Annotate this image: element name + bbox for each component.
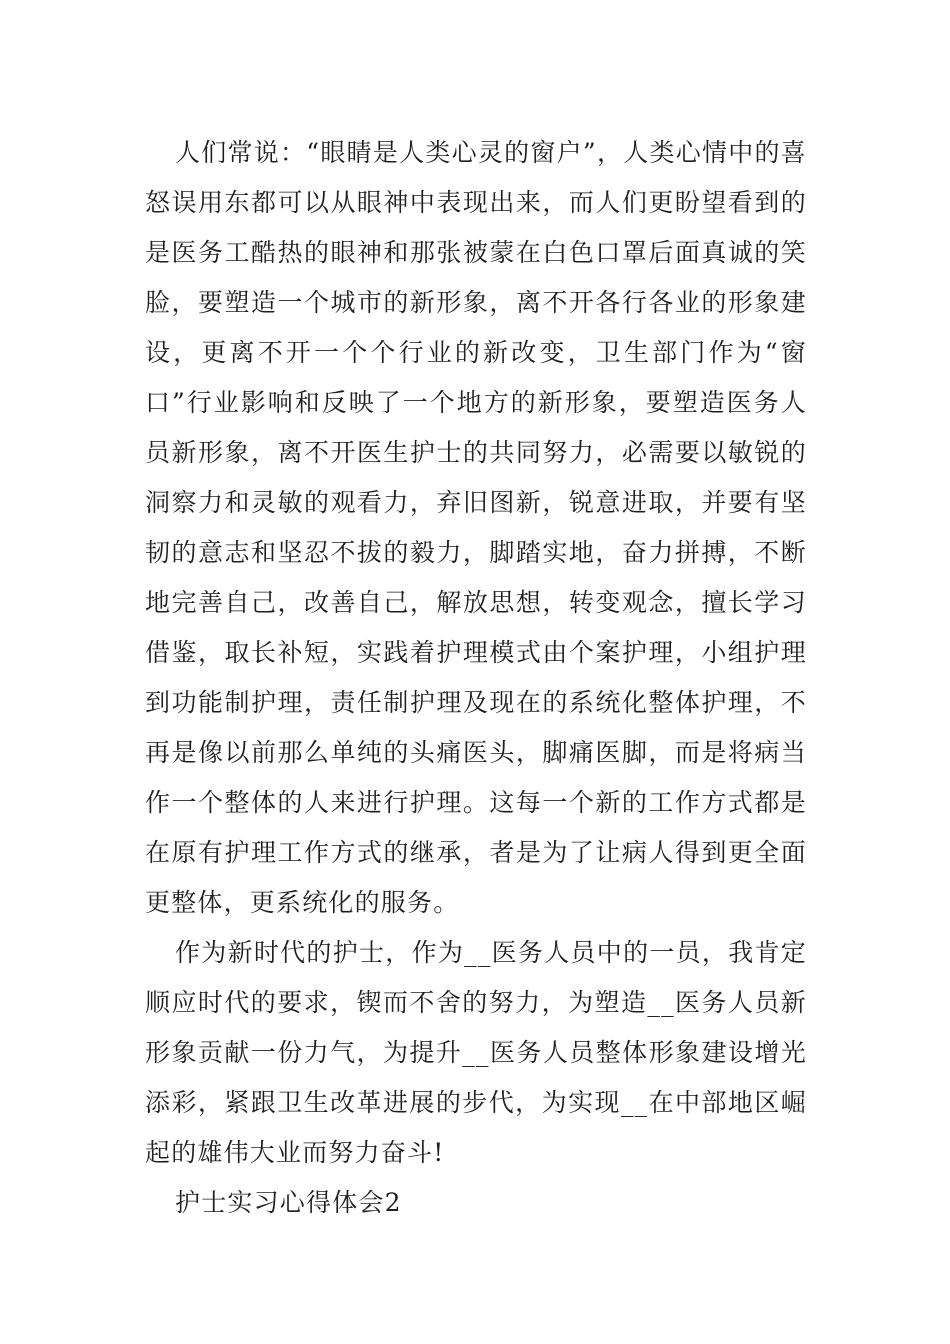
document-body	[145, 128, 807, 1228]
paragraph-2: 作为新时代的护士，作为__医务人员中的一员，我肯定顺应时代的要求，锲而不舍的努力，为塑造__医务人员新形象贡献一份力气，为提升__医务人员整体形象建设增光添彩，紧跟卫生改革进展的步代，为实现__在中部地区崛起的雄伟大业而努力奋斗!	[145, 938, 807, 1167]
paragraph-1: 人们常说：“眼睛是人类心灵的窗户”，人类心情中的喜怒误用东都可以从眼神中表现出来，而人们更盼望看到的是医务工酷热的眼神和那张被蒙在白色口罩后面真诚的笑脸，要塑造一个城市的新形象，离不开各行各业的形象建设，更离不开一个个行业的新改变，卫生部门作为“窗口”行业影响和反映了一个地方的新形象，要塑造医务人员新形象，离不开医生护士的共同努力，必需要以敏锐的洞察力和灵敏的观看力，弃旧图新，锐意进取，并要有坚韧的意志和坚忍不拔的毅力，脚踏实地，奋力拼搏，不断地完善自己，改善自己，解放思想，转变观念，擅长学习借鉴，取长补短，实践着护理模式由个案护理，小组护理到功能制护理，责任制护理及现在的系统化整体护理，不再是像以前那么单纯的头痛医头，脚痛医脚，而是将病当作一个整体的人来进行护理。这每一个新的工作方式都是在原有护理工作方式的继承，者是为了让病人得到更全面更整体，更系统化的服务。	[145, 138, 807, 917]
section-heading: 护士实习心得体会2	[175, 1188, 402, 1217]
